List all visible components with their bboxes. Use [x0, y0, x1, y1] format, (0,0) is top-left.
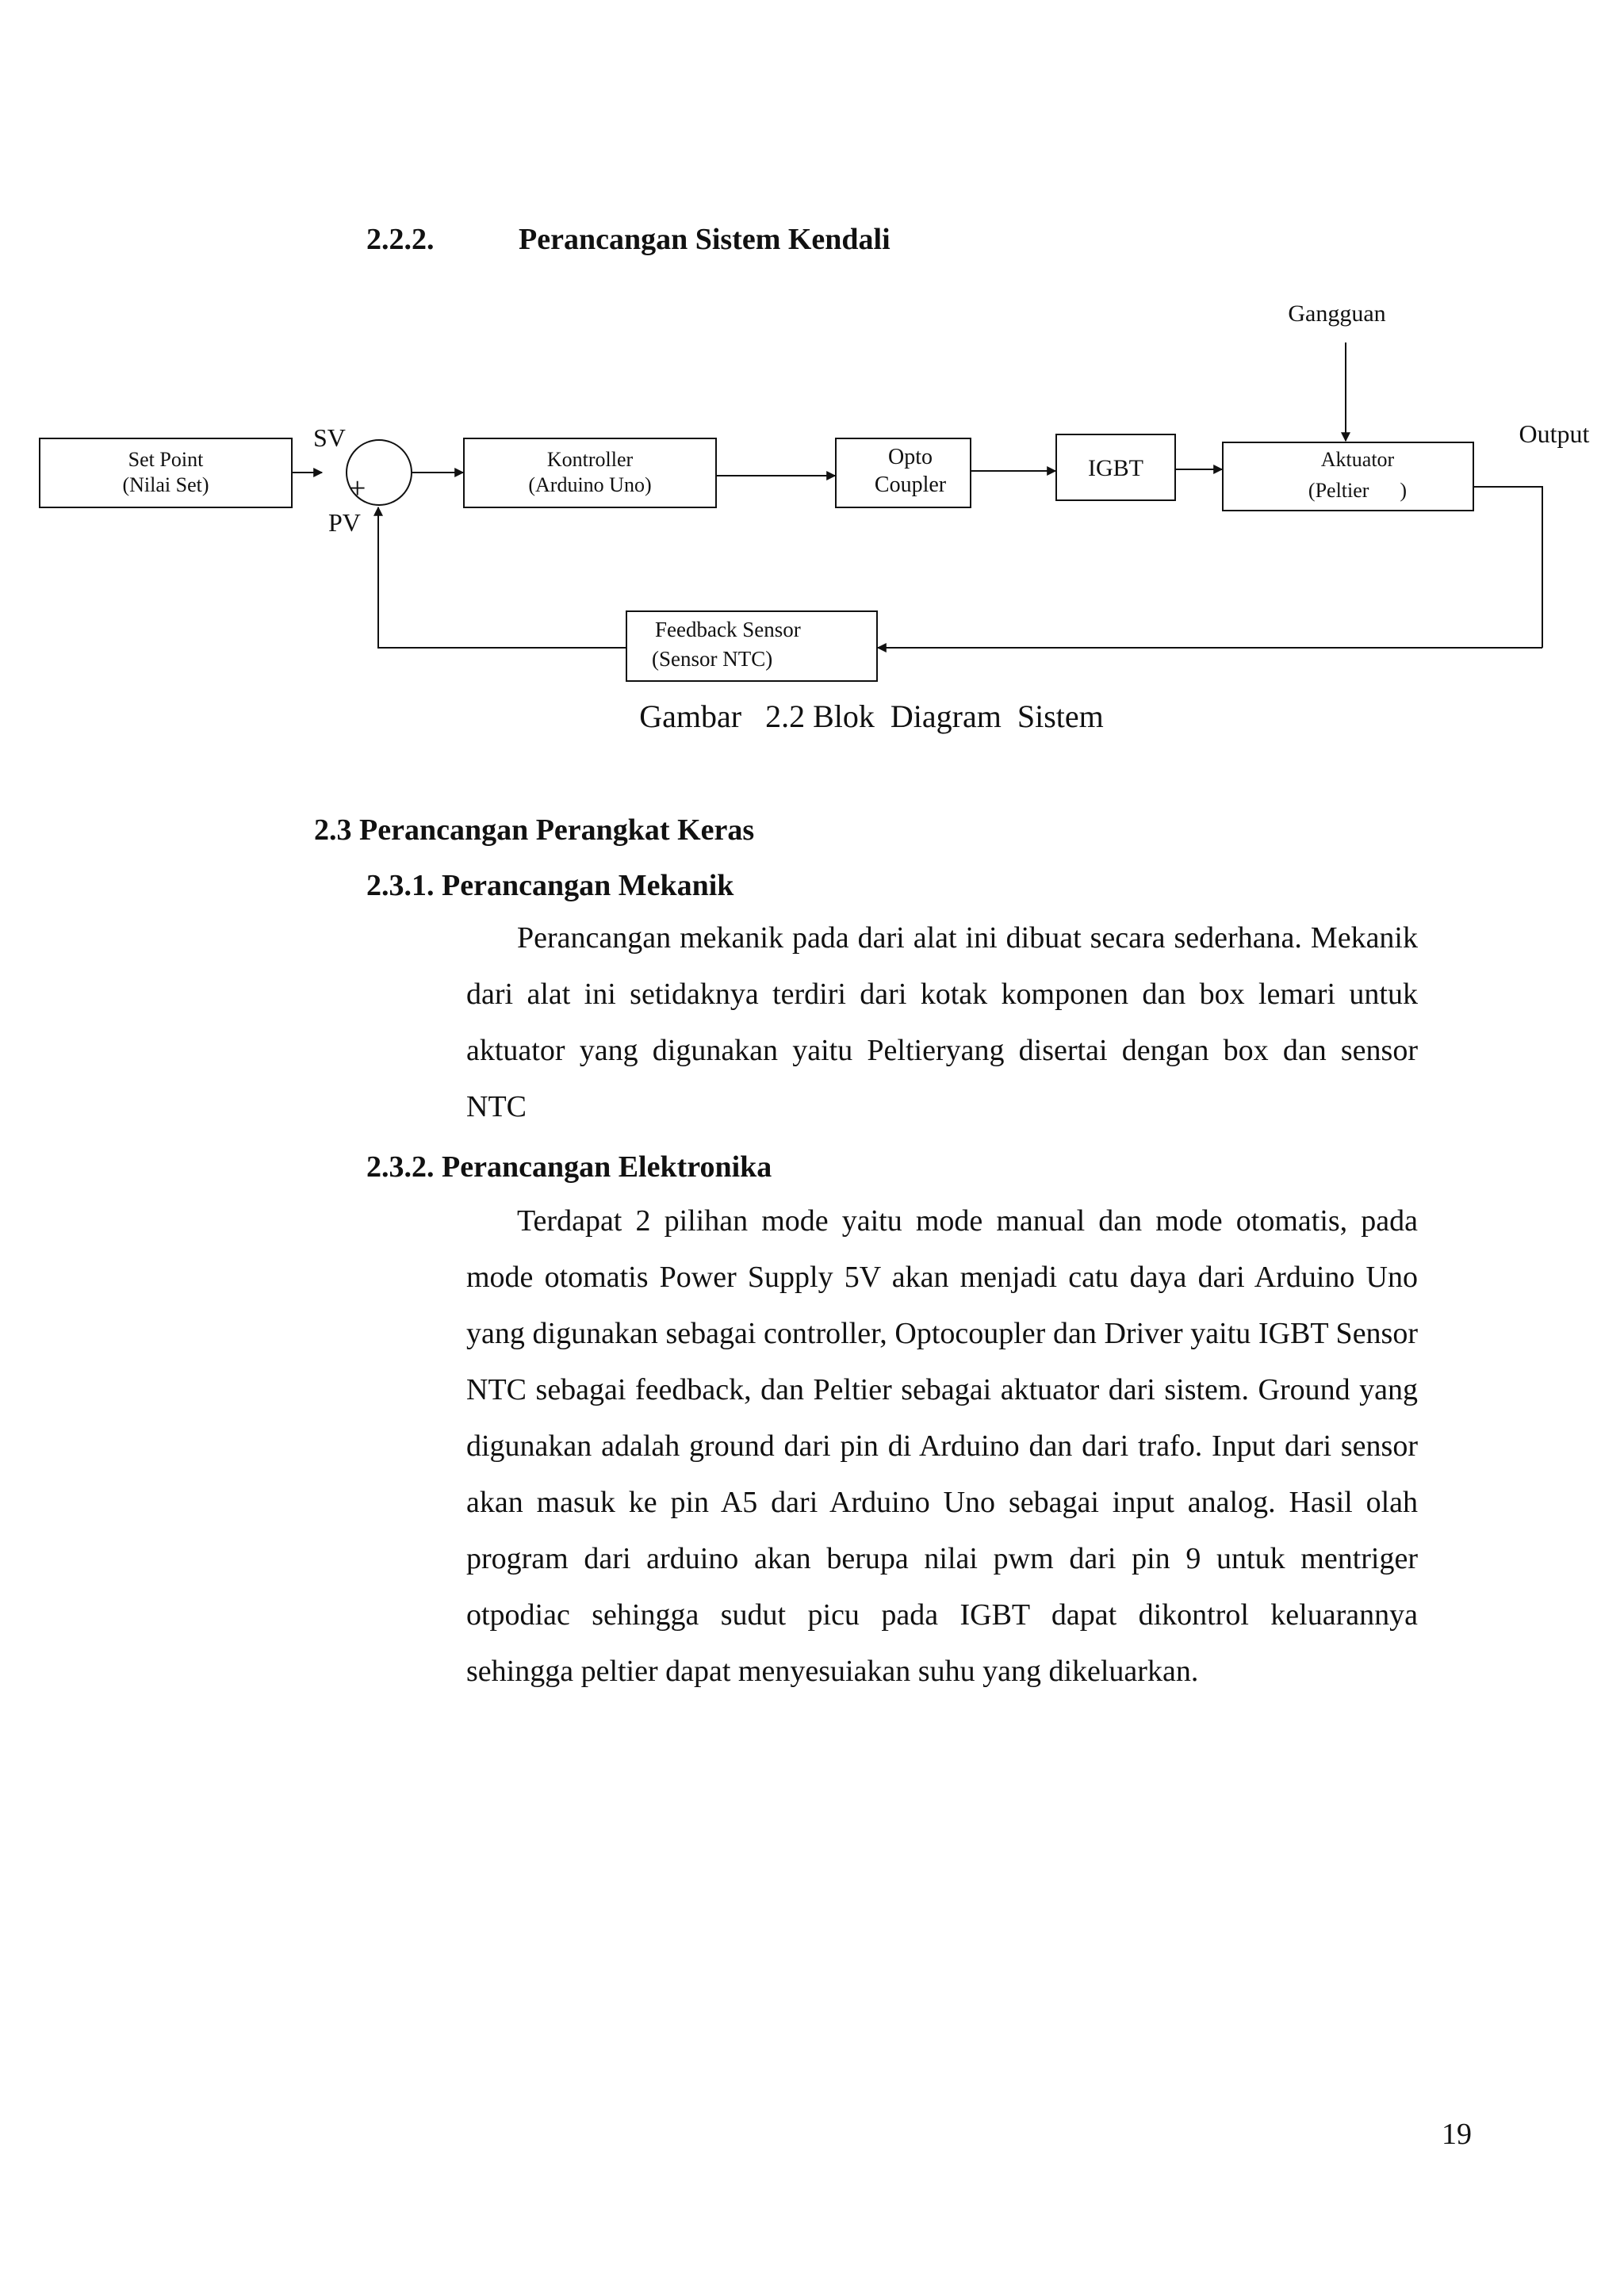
section-number: 2.2.2. — [366, 223, 435, 256]
paragraph-mekanik: Perancangan mekanik pada dari alat ini dibuat secara sederhana. Mekanik dari alat ini setidaknya terdiri dari kotak komponen dan box lemari untuk aktuator yang digunakan yaitu Peltieryang disertai dengan box dan sensor NTC — [466, 921, 1418, 1123]
igbt-label: IGBT — [1088, 455, 1143, 481]
opto-label-1: Opto — [888, 445, 933, 469]
output-label: Output — [1519, 419, 1590, 448]
controller-label-2: (Arduino Uno) — [528, 473, 652, 496]
setpoint-label-1: Set Point — [128, 448, 204, 471]
plus-sign: + — [349, 472, 366, 505]
section-title: Perancangan Sistem Kendali — [519, 223, 891, 256]
feedback-label-2: (Sensor NTC) — [652, 647, 773, 671]
paragraph-elektronika: Terdapat 2 pilihan mode yaitu mode manual dan mode otomatis, pada mode otomatis Power Supply 5V akan menjadi catu daya dari Arduino Uno yang digunakan sebagai controller, Optocoupler dan Driver yaitu IGBT Sensor NTC sebagai feedback, dan Peltier sebagai aktuator dari sistem. Ground yang digunakan adalah ground dari pin di Arduino dan dari trafo. Input dari sensor akan masuk ke pin A5 dari Arduino Uno sebagai input analog. Hasil olah program dari arduino akan berupa nilai pwm dari pin 9 untuk mentriger otpodiac sehingga sudut picu pada IGBT dapat dikontrol keluarannya sehingga peltier dapat menyesuiakan suhu yang dikeluarkan. — [466, 1204, 1418, 1688]
feedback-to-sum-arrow — [378, 507, 626, 648]
opto-label-2: Coupler — [874, 473, 947, 497]
output-line — [1473, 487, 1542, 648]
actuator-label-2: (Peltier ) — [1308, 479, 1408, 502]
pv-label: PV — [328, 508, 361, 537]
controller-label-1: Kontroller — [546, 448, 634, 471]
disturbance-label: Gangguan — [1288, 300, 1386, 327]
figure-caption: Gambar 2.2 Blok Diagram Sistem — [639, 698, 1104, 734]
heading-2-3-2: 2.3.2. Perancangan Elektronika — [366, 1150, 772, 1184]
heading-2-3: 2.3 Perancangan Perangkat Keras — [314, 813, 755, 847]
setpoint-label-2: (Nilai Set) — [122, 473, 209, 496]
sv-label: SV — [313, 423, 346, 452]
page-number: 19 — [1442, 2118, 1472, 2151]
feedback-label-1: Feedback Sensor — [655, 618, 801, 641]
block-diagram — [0, 293, 1624, 706]
heading-2-3-1: 2.3.1. Perancangan Mekanik — [366, 869, 734, 902]
actuator-label-1: Aktuator — [1320, 448, 1395, 471]
